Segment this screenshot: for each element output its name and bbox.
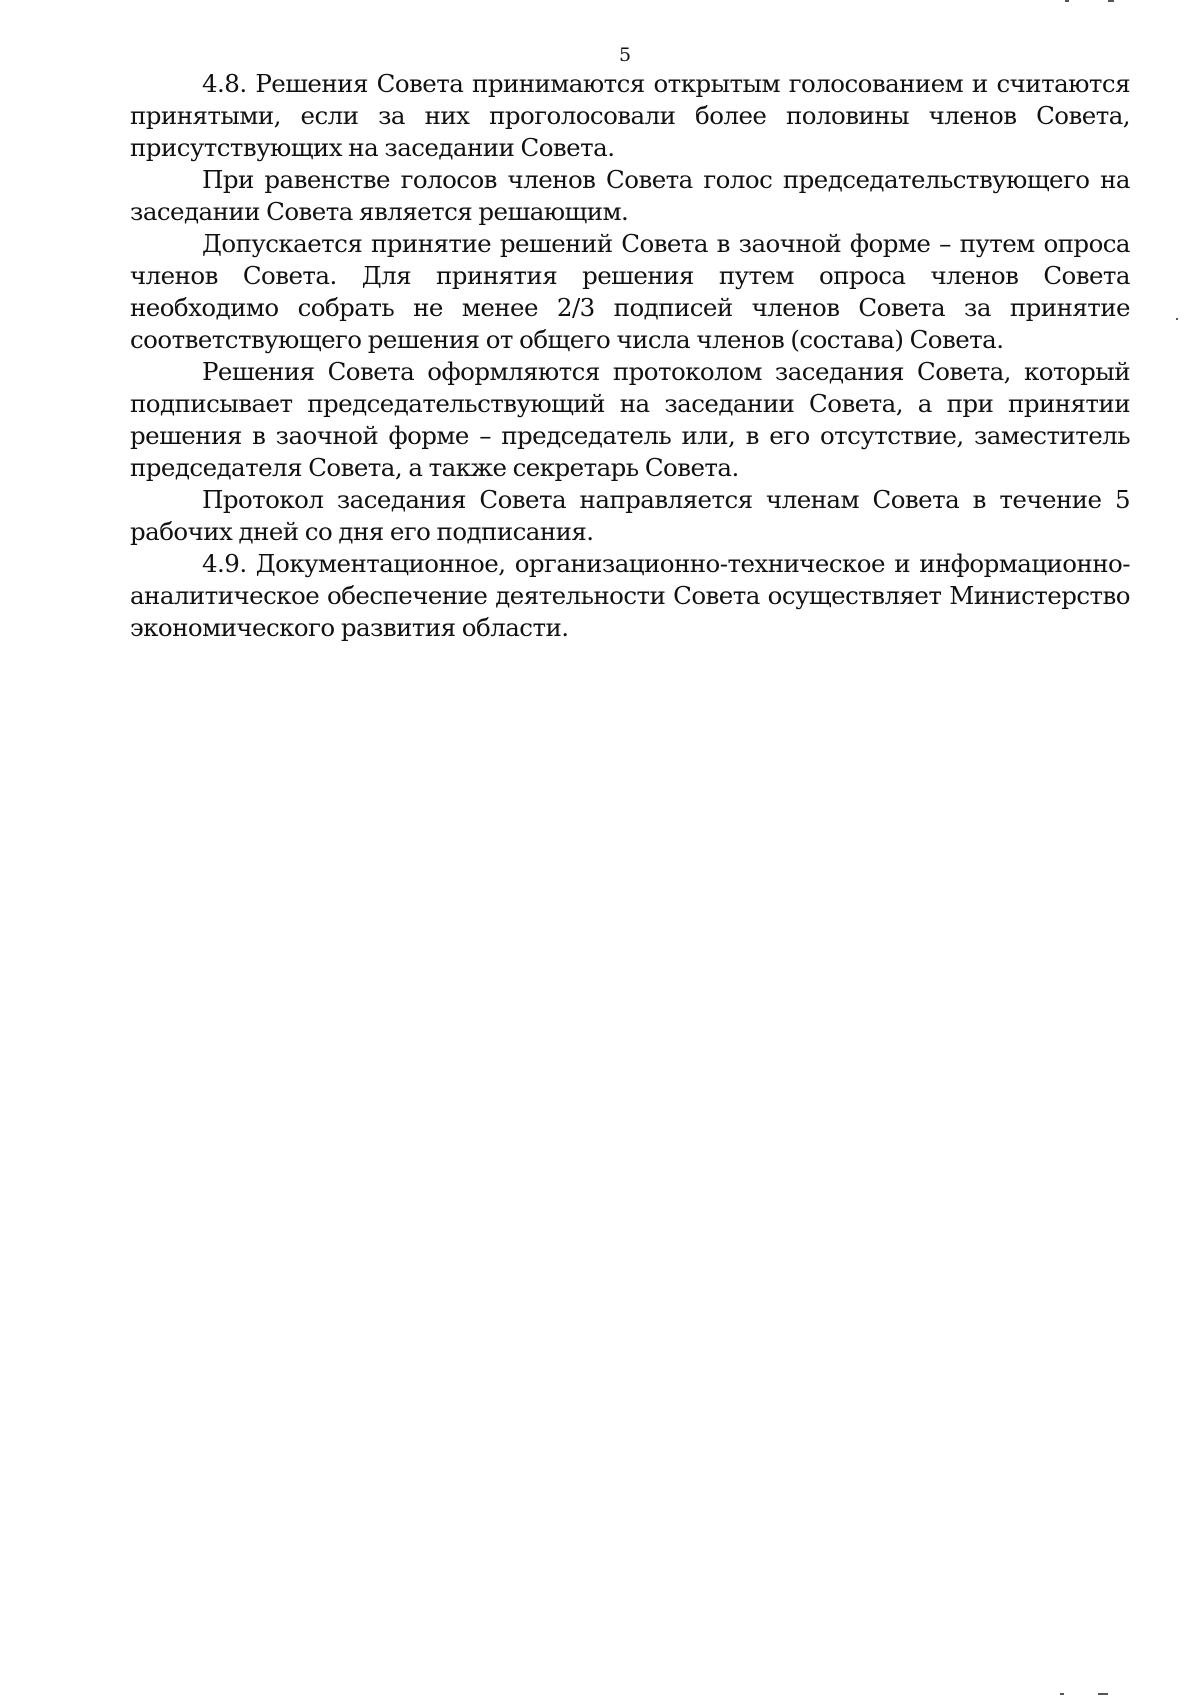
paragraph-minutes-distribution: Протокол заседания Совета направляется членам Совета в течение 5 рабочих дней со дня его подписания. [130,485,1130,546]
paragraph-minutes: Решения Совета оформляются протоколом заседания Совета, который подписывает председательствующий на заседании Совета, а при принятии решения в заочной форме – председатель или, в его отсутствие, заместитель председателя Совета, а также секретарь Совета. [130,357,1130,482]
paragraph-tie-vote: При равенстве голосов членов Совета голос председательствующего на заседании Совета является решающим. [130,165,1130,226]
scan-artifact [1098,1693,1108,1695]
page-number: 5 [618,44,632,66]
paragraph-4-9-support: 4.9. Документационное, организационно-техническое и информационно-аналитическое обеспечение деятельности Совета осуществляет Министерство экономического развития области. [130,549,1130,642]
scan-artifact [1176,318,1178,320]
paragraph-4-8-voting: 4.8. Решения Совета принимаются открытым голосованием и считаются принятыми, если за них проголосовали более половины членов Совета, присутствующих на заседании Совета. [130,69,1130,162]
document-body [130,68,1130,644]
scan-artifact [1065,0,1069,2]
paragraph-absentee-voting: Допускается принятие решений Совета в заочной форме – путем опроса членов Совета. Для принятия решения путем опроса членов Совета необходимо собрать не менее 2/3 подписей членов Совета за принятие соответствующего решения от общего числа членов (состава) Совета. [130,229,1130,354]
scan-artifact [1108,0,1114,2]
scan-artifact [1060,1693,1064,1695]
